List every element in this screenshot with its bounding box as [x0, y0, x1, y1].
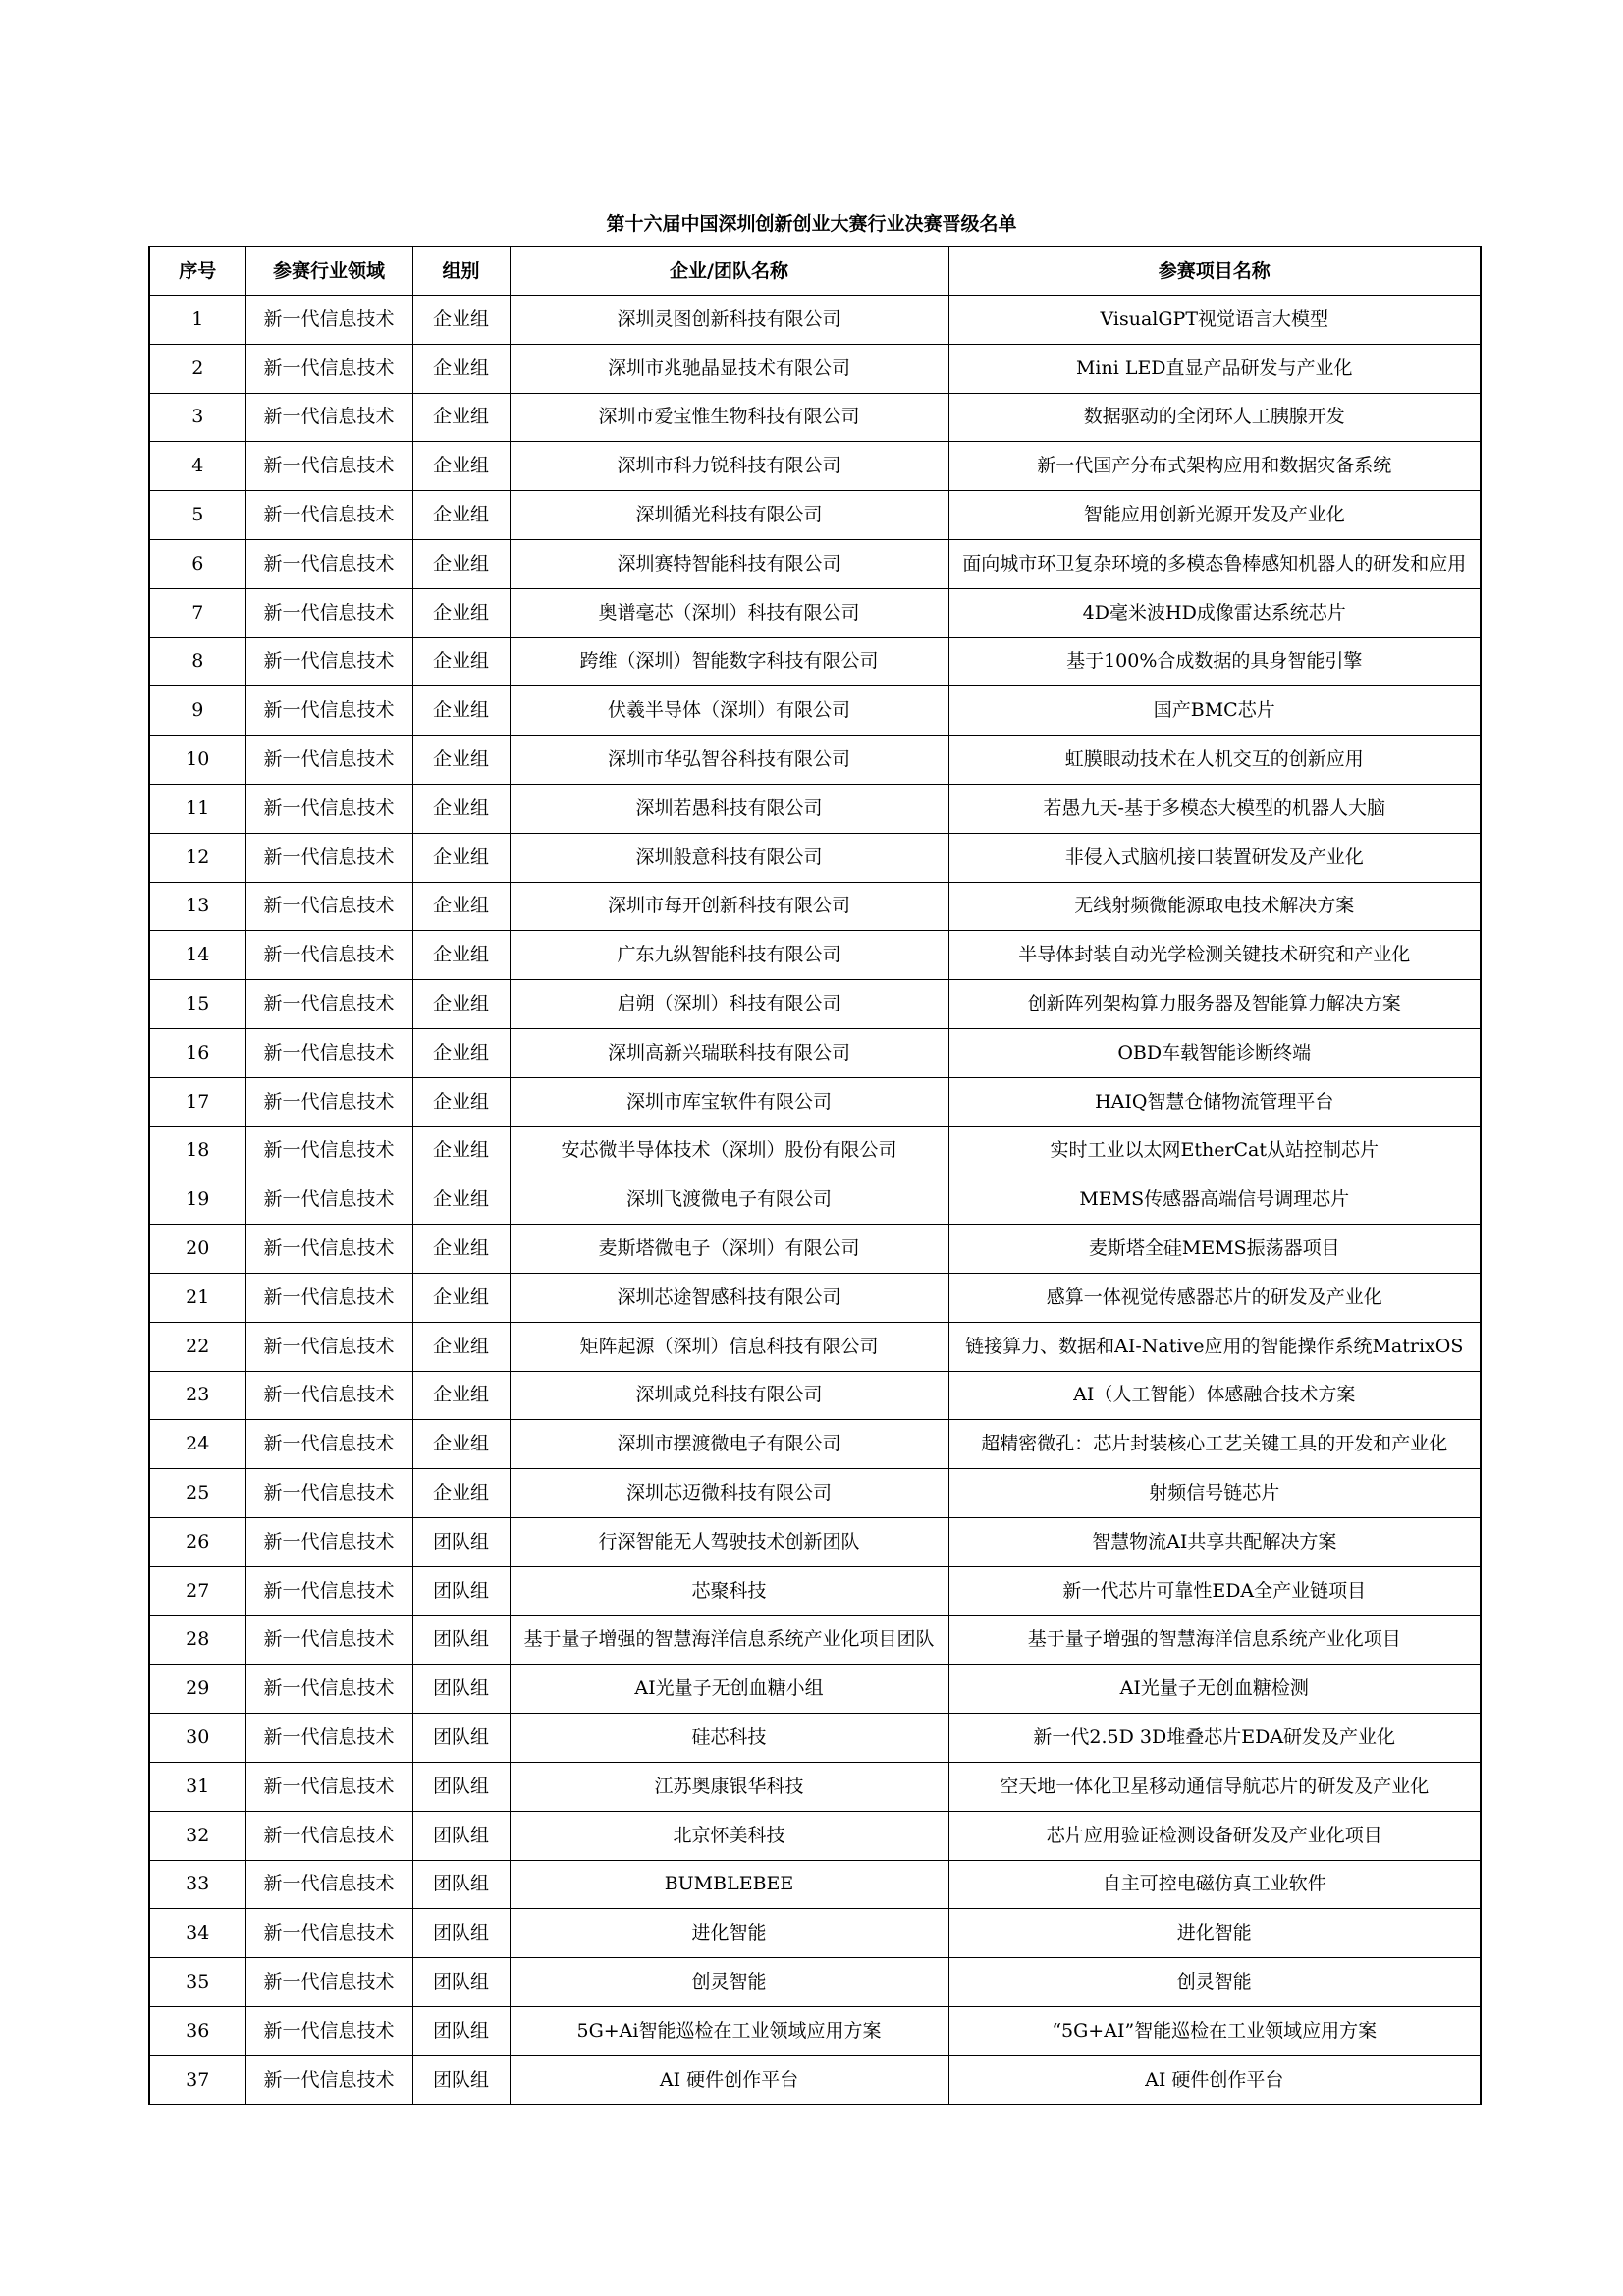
project-name-cell: 自主可控电磁仿真工业软件 — [948, 1860, 1481, 1909]
project-name-cell: 创新阵列架构算力服务器及智能算力解决方案 — [948, 980, 1481, 1029]
industry-field-cell: 新一代信息技术 — [245, 2006, 412, 2055]
group-cell: 企业组 — [412, 1273, 510, 1322]
table-row — [149, 1175, 1481, 1225]
group-cell: 团队组 — [412, 1909, 510, 1958]
table-row — [149, 296, 1481, 345]
table-row — [149, 882, 1481, 931]
group-cell: 企业组 — [412, 931, 510, 980]
table-row — [149, 1028, 1481, 1077]
industry-field-cell: 新一代信息技术 — [245, 442, 412, 491]
industry-field-cell: 新一代信息技术 — [245, 931, 412, 980]
serial-number-cell: 13 — [149, 882, 245, 931]
group-cell: 团队组 — [412, 1714, 510, 1763]
serial-number-cell: 31 — [149, 1762, 245, 1811]
industry-field-cell: 新一代信息技术 — [245, 1566, 412, 1615]
company-team-name-cell: 创灵智能 — [510, 1958, 948, 2007]
group-cell: 企业组 — [412, 882, 510, 931]
table-row — [149, 2006, 1481, 2055]
project-name-cell: 数据驱动的全闭环人工胰腺开发 — [948, 393, 1481, 442]
group-cell: 团队组 — [412, 1615, 510, 1665]
company-team-name-cell: 伏羲半导体（深圳）有限公司 — [510, 686, 948, 736]
company-team-name-cell: 北京怀美科技 — [510, 1811, 948, 1860]
table-row — [149, 393, 1481, 442]
project-name-cell: 基于量子增强的智慧海洋信息系统产业化项目 — [948, 1615, 1481, 1665]
group-cell: 团队组 — [412, 2055, 510, 2105]
industry-field-cell: 新一代信息技术 — [245, 1665, 412, 1714]
table-row — [149, 833, 1481, 882]
company-team-name-cell: 跨维（深圳）智能数字科技有限公司 — [510, 637, 948, 686]
table-row — [149, 736, 1481, 785]
serial-number-cell: 34 — [149, 1909, 245, 1958]
project-name-cell: AI光量子无创血糖检测 — [948, 1665, 1481, 1714]
serial-number-cell: 3 — [149, 393, 245, 442]
industry-field-cell: 新一代信息技术 — [245, 344, 412, 393]
group-cell: 团队组 — [412, 1811, 510, 1860]
serial-number-cell: 8 — [149, 637, 245, 686]
table-row — [149, 1958, 1481, 2007]
industry-field-cell: 新一代信息技术 — [245, 1615, 412, 1665]
table-row — [149, 1322, 1481, 1371]
industry-field-cell: 新一代信息技术 — [245, 980, 412, 1029]
group-cell: 企业组 — [412, 344, 510, 393]
company-team-name-cell: BUMBLEBEE — [510, 1860, 948, 1909]
group-cell: 企业组 — [412, 491, 510, 540]
serial-number-cell: 36 — [149, 2006, 245, 2055]
group-cell: 团队组 — [412, 1517, 510, 1566]
group-cell: 团队组 — [412, 2006, 510, 2055]
project-name-cell: 国产BMC芯片 — [948, 686, 1481, 736]
group-cell: 企业组 — [412, 686, 510, 736]
project-name-cell: 面向城市环卫复杂环境的多模态鲁棒感知机器人的研发和应用 — [948, 539, 1481, 588]
table-row — [149, 1714, 1481, 1763]
company-team-name-cell: 深圳市科力锐科技有限公司 — [510, 442, 948, 491]
company-team-name-cell: 深圳芯途智感科技有限公司 — [510, 1273, 948, 1322]
serial-number-cell: 21 — [149, 1273, 245, 1322]
industry-field-cell: 新一代信息技术 — [245, 637, 412, 686]
group-cell: 团队组 — [412, 1958, 510, 2007]
group-cell: 团队组 — [412, 1665, 510, 1714]
header-serial-number: 序号 — [149, 246, 245, 296]
serial-number-cell: 17 — [149, 1077, 245, 1126]
company-team-name-cell: 深圳若愚科技有限公司 — [510, 784, 948, 833]
company-team-name-cell: AI 硬件创作平台 — [510, 2055, 948, 2105]
industry-field-cell: 新一代信息技术 — [245, 1322, 412, 1371]
table-row — [149, 1909, 1481, 1958]
serial-number-cell: 20 — [149, 1225, 245, 1274]
serial-number-cell: 11 — [149, 784, 245, 833]
table-row — [149, 1665, 1481, 1714]
company-team-name-cell: 奥谱毫芯（深圳）科技有限公司 — [510, 588, 948, 637]
table-row — [149, 686, 1481, 736]
serial-number-cell: 28 — [149, 1615, 245, 1665]
industry-field-cell: 新一代信息技术 — [245, 882, 412, 931]
industry-field-cell: 新一代信息技术 — [245, 1175, 412, 1225]
company-team-name-cell: 芯聚科技 — [510, 1566, 948, 1615]
serial-number-cell: 29 — [149, 1665, 245, 1714]
project-name-cell: 进化智能 — [948, 1909, 1481, 1958]
header-industry-field: 参赛行业领域 — [245, 246, 412, 296]
table-header-row — [149, 246, 1481, 296]
industry-field-cell: 新一代信息技术 — [245, 1762, 412, 1811]
industry-field-cell: 新一代信息技术 — [245, 1469, 412, 1518]
company-team-name-cell: 深圳咸兑科技有限公司 — [510, 1371, 948, 1420]
project-name-cell: 半导体封装自动光学检测关键技术研究和产业化 — [948, 931, 1481, 980]
table-row — [149, 588, 1481, 637]
qualifier-table — [148, 246, 1482, 2105]
serial-number-cell: 10 — [149, 736, 245, 785]
group-cell: 企业组 — [412, 784, 510, 833]
industry-field-cell: 新一代信息技术 — [245, 784, 412, 833]
project-name-cell: VisualGPT视觉语言大模型 — [948, 296, 1481, 345]
table-row — [149, 1860, 1481, 1909]
project-name-cell: 虹膜眼动技术在人机交互的创新应用 — [948, 736, 1481, 785]
industry-field-cell: 新一代信息技术 — [245, 1420, 412, 1469]
table-row — [149, 1077, 1481, 1126]
project-name-cell: 智能应用创新光源开发及产业化 — [948, 491, 1481, 540]
group-cell: 企业组 — [412, 833, 510, 882]
project-name-cell: 麦斯塔全硅MEMS振荡器项目 — [948, 1225, 1481, 1274]
company-team-name-cell: 深圳市每开创新科技有限公司 — [510, 882, 948, 931]
project-name-cell: 基于100%合成数据的具身智能引擎 — [948, 637, 1481, 686]
table-row — [149, 637, 1481, 686]
company-team-name-cell: 深圳赛特智能科技有限公司 — [510, 539, 948, 588]
serial-number-cell: 22 — [149, 1322, 245, 1371]
company-team-name-cell: 5G+Ai智能巡检在工业领域应用方案 — [510, 2006, 948, 2055]
industry-field-cell: 新一代信息技术 — [245, 491, 412, 540]
company-team-name-cell: 深圳市摆渡微电子有限公司 — [510, 1420, 948, 1469]
header-group: 组别 — [412, 246, 510, 296]
industry-field-cell: 新一代信息技术 — [245, 1909, 412, 1958]
table-row — [149, 1762, 1481, 1811]
serial-number-cell: 4 — [149, 442, 245, 491]
industry-field-cell: 新一代信息技术 — [245, 1028, 412, 1077]
company-team-name-cell: 硅芯科技 — [510, 1714, 948, 1763]
company-team-name-cell: 深圳循光科技有限公司 — [510, 491, 948, 540]
project-name-cell: 新一代芯片可靠性EDA全产业链项目 — [948, 1566, 1481, 1615]
table-row — [149, 539, 1481, 588]
serial-number-cell: 37 — [149, 2055, 245, 2105]
project-name-cell: 链接算力、数据和AI-Native应用的智能操作系统MatrixOS — [948, 1322, 1481, 1371]
industry-field-cell: 新一代信息技术 — [245, 1126, 412, 1175]
industry-field-cell: 新一代信息技术 — [245, 393, 412, 442]
company-team-name-cell: 江苏奥康银华科技 — [510, 1762, 948, 1811]
project-name-cell: 若愚九天-基于多模态大模型的机器人大脑 — [948, 784, 1481, 833]
industry-field-cell: 新一代信息技术 — [245, 539, 412, 588]
project-name-cell: 感算一体视觉传感器芯片的研发及产业化 — [948, 1273, 1481, 1322]
project-name-cell: 4D毫米波HD成像雷达系统芯片 — [948, 588, 1481, 637]
serial-number-cell: 12 — [149, 833, 245, 882]
group-cell: 企业组 — [412, 1028, 510, 1077]
serial-number-cell: 19 — [149, 1175, 245, 1225]
company-team-name-cell: 深圳芯迈微科技有限公司 — [510, 1469, 948, 1518]
group-cell: 企业组 — [412, 1322, 510, 1371]
project-name-cell: OBD车载智能诊断终端 — [948, 1028, 1481, 1077]
industry-field-cell: 新一代信息技术 — [245, 588, 412, 637]
project-name-cell: 实时工业以太网EtherCat从站控制芯片 — [948, 1126, 1481, 1175]
project-name-cell: 智慧物流AI共享共配解决方案 — [948, 1517, 1481, 1566]
serial-number-cell: 18 — [149, 1126, 245, 1175]
industry-field-cell: 新一代信息技术 — [245, 1714, 412, 1763]
industry-field-cell: 新一代信息技术 — [245, 1077, 412, 1126]
project-name-cell: 超精密微孔：芯片封装核心工艺关键工具的开发和产业化 — [948, 1420, 1481, 1469]
serial-number-cell: 24 — [149, 1420, 245, 1469]
project-name-cell: AI（人工智能）体感融合技术方案 — [948, 1371, 1481, 1420]
serial-number-cell: 35 — [149, 1958, 245, 2007]
serial-number-cell: 14 — [149, 931, 245, 980]
industry-field-cell: 新一代信息技术 — [245, 1860, 412, 1909]
group-cell: 企业组 — [412, 1126, 510, 1175]
table-row — [149, 931, 1481, 980]
group-cell: 企业组 — [412, 296, 510, 345]
table-row — [149, 980, 1481, 1029]
group-cell: 企业组 — [412, 736, 510, 785]
company-team-name-cell: 深圳飞渡微电子有限公司 — [510, 1175, 948, 1225]
project-name-cell: MEMS传感器高端信号调理芯片 — [948, 1175, 1481, 1225]
group-cell: 企业组 — [412, 1175, 510, 1225]
company-team-name-cell: 麦斯塔微电子（深圳）有限公司 — [510, 1225, 948, 1274]
company-team-name-cell: 深圳市库宝软件有限公司 — [510, 1077, 948, 1126]
group-cell: 企业组 — [412, 539, 510, 588]
table-row — [149, 1225, 1481, 1274]
serial-number-cell: 9 — [149, 686, 245, 736]
project-name-cell: 芯片应用验证检测设备研发及产业化项目 — [948, 1811, 1481, 1860]
serial-number-cell: 15 — [149, 980, 245, 1029]
project-name-cell: 非侵入式脑机接口装置研发及产业化 — [948, 833, 1481, 882]
company-team-name-cell: 深圳市华弘智谷科技有限公司 — [510, 736, 948, 785]
table-row — [149, 784, 1481, 833]
group-cell: 团队组 — [412, 1566, 510, 1615]
serial-number-cell: 6 — [149, 539, 245, 588]
table-row — [149, 491, 1481, 540]
table-row — [149, 1517, 1481, 1566]
table-row — [149, 1469, 1481, 1518]
serial-number-cell: 27 — [149, 1566, 245, 1615]
table-row — [149, 1615, 1481, 1665]
serial-number-cell: 26 — [149, 1517, 245, 1566]
header-company-team-name: 企业/团队名称 — [510, 246, 948, 296]
group-cell: 企业组 — [412, 393, 510, 442]
serial-number-cell: 23 — [149, 1371, 245, 1420]
project-name-cell: 新一代国产分布式架构应用和数据灾备系统 — [948, 442, 1481, 491]
serial-number-cell: 16 — [149, 1028, 245, 1077]
table-row — [149, 442, 1481, 491]
group-cell: 企业组 — [412, 980, 510, 1029]
industry-field-cell: 新一代信息技术 — [245, 1517, 412, 1566]
page-title: 第十六届中国深圳创新创业大赛行业决赛晋级名单 — [606, 213, 1017, 235]
industry-field-cell: 新一代信息技术 — [245, 1811, 412, 1860]
table-row — [149, 1273, 1481, 1322]
industry-field-cell: 新一代信息技术 — [245, 2055, 412, 2105]
company-team-name-cell: 深圳市爱宝惟生物科技有限公司 — [510, 393, 948, 442]
table-row — [149, 1420, 1481, 1469]
company-team-name-cell: AI光量子无创血糖小组 — [510, 1665, 948, 1714]
company-team-name-cell: 基于量子增强的智慧海洋信息系统产业化项目团队 — [510, 1615, 948, 1665]
company-team-name-cell: 深圳高新兴瑞联科技有限公司 — [510, 1028, 948, 1077]
table-row — [149, 1811, 1481, 1860]
company-team-name-cell: 行深智能无人驾驶技术创新团队 — [510, 1517, 948, 1566]
serial-number-cell: 33 — [149, 1860, 245, 1909]
serial-number-cell: 32 — [149, 1811, 245, 1860]
group-cell: 企业组 — [412, 1469, 510, 1518]
project-name-cell: HAIQ智慧仓储物流管理平台 — [948, 1077, 1481, 1126]
group-cell: 企业组 — [412, 442, 510, 491]
serial-number-cell: 5 — [149, 491, 245, 540]
table-row — [149, 344, 1481, 393]
industry-field-cell: 新一代信息技术 — [245, 833, 412, 882]
industry-field-cell: 新一代信息技术 — [245, 1273, 412, 1322]
group-cell: 企业组 — [412, 1371, 510, 1420]
group-cell: 企业组 — [412, 588, 510, 637]
project-name-cell: AI 硬件创作平台 — [948, 2055, 1481, 2105]
company-team-name-cell: 矩阵起源（深圳）信息科技有限公司 — [510, 1322, 948, 1371]
table-row — [149, 1566, 1481, 1615]
serial-number-cell: 30 — [149, 1714, 245, 1763]
group-cell: 企业组 — [412, 1077, 510, 1126]
industry-field-cell: 新一代信息技术 — [245, 686, 412, 736]
table-row — [149, 1126, 1481, 1175]
group-cell: 企业组 — [412, 1225, 510, 1274]
project-name-cell: “5G+AI”智能巡检在工业领域应用方案 — [948, 2006, 1481, 2055]
project-name-cell: Mini LED直显产品研发与产业化 — [948, 344, 1481, 393]
company-team-name-cell: 深圳般意科技有限公司 — [510, 833, 948, 882]
project-name-cell: 无线射频微能源取电技术解决方案 — [948, 882, 1481, 931]
industry-field-cell: 新一代信息技术 — [245, 296, 412, 345]
table-body — [149, 296, 1481, 2105]
group-cell: 企业组 — [412, 1420, 510, 1469]
company-team-name-cell: 深圳市兆驰晶显技术有限公司 — [510, 344, 948, 393]
project-name-cell: 新一代2.5D 3D堆叠芯片EDA研发及产业化 — [948, 1714, 1481, 1763]
company-team-name-cell: 深圳灵图创新科技有限公司 — [510, 296, 948, 345]
serial-number-cell: 25 — [149, 1469, 245, 1518]
table-row — [149, 1371, 1481, 1420]
table-row — [149, 2055, 1481, 2105]
serial-number-cell: 7 — [149, 588, 245, 637]
serial-number-cell: 1 — [149, 296, 245, 345]
group-cell: 团队组 — [412, 1860, 510, 1909]
industry-field-cell: 新一代信息技术 — [245, 1225, 412, 1274]
industry-field-cell: 新一代信息技术 — [245, 1371, 412, 1420]
company-team-name-cell: 启朔（深圳）科技有限公司 — [510, 980, 948, 1029]
project-name-cell: 射频信号链芯片 — [948, 1469, 1481, 1518]
company-team-name-cell: 安芯微半导体技术（深圳）股份有限公司 — [510, 1126, 948, 1175]
group-cell: 团队组 — [412, 1762, 510, 1811]
header-project-name: 参赛项目名称 — [948, 246, 1481, 296]
serial-number-cell: 2 — [149, 344, 245, 393]
company-team-name-cell: 进化智能 — [510, 1909, 948, 1958]
industry-field-cell: 新一代信息技术 — [245, 1958, 412, 2007]
industry-field-cell: 新一代信息技术 — [245, 736, 412, 785]
group-cell: 企业组 — [412, 637, 510, 686]
project-name-cell: 创灵智能 — [948, 1958, 1481, 2007]
company-team-name-cell: 广东九纵智能科技有限公司 — [510, 931, 948, 980]
project-name-cell: 空天地一体化卫星移动通信导航芯片的研发及产业化 — [948, 1762, 1481, 1811]
